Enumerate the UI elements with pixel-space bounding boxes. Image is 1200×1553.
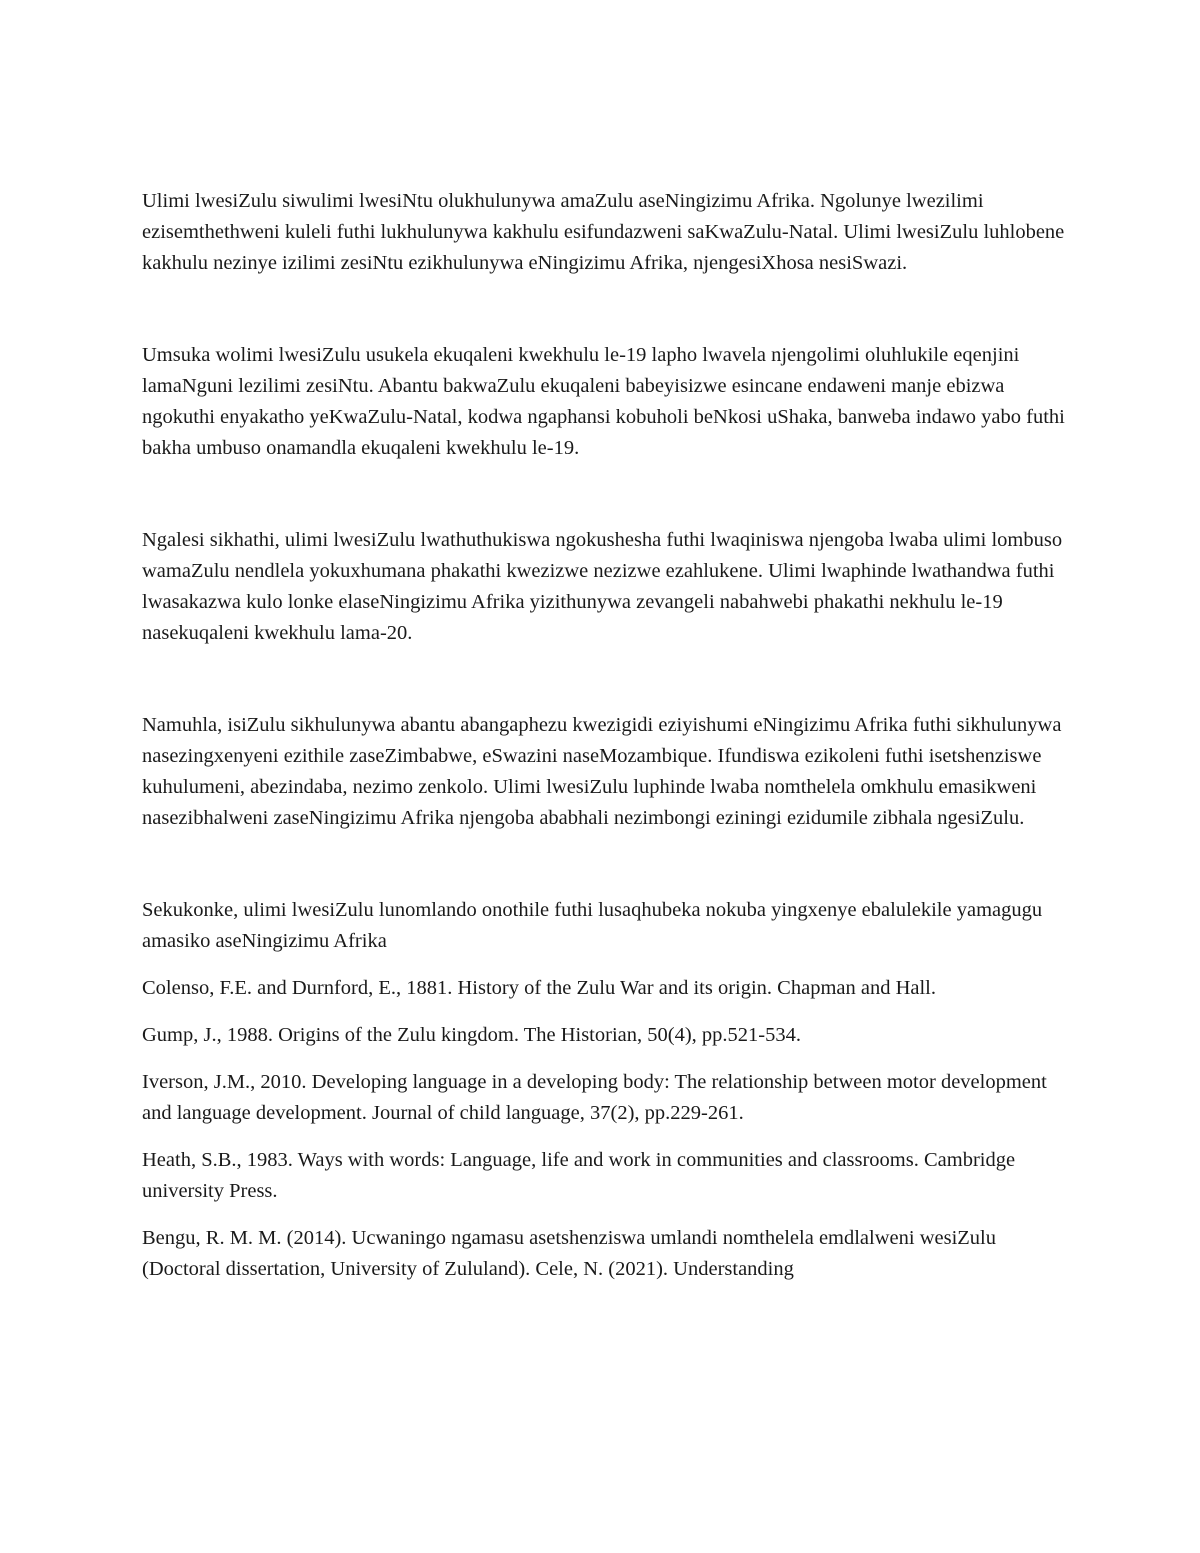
paragraph-conclusion: Sekukonke, ulimi lwesiZulu lunomlando onothile futhi lusaqhubeka nokuba yingxenye ebalulekile yamagugu amasiko aseNingizimu Afrika <box>142 899 1043 952</box>
paragraph-intro: Ulimi lwesiZulu siwulimi lwesiNtu olukhulunywa amaZulu aseNingizimu Afrika. Ngolunye lwezilimi ezisemthethweni kuleli futhi lukhulunywa kakhulu esifundazweni saKwaZulu-Natal. Ulimi lwesiZulu luhlobene kakhulu nezinye izilimi zesiNtu ezikhulunywa eNingizimu Afrika, njengesiXhosa nesiSwazi. <box>142 190 1065 274</box>
document-page <box>142 186 1072 1285</box>
paragraph-today: Namuhla, isiZulu sikhulunywa abantu abangaphezu kwezigidi eziyishumi eNingizimu Afrika futhi sikhulunywa nasezingxenyeni ezithile zaseZimbabwe, eSwazini naseMozambique. Ifundiswa ezikoleni futhi isetshenziswe kuhulumeni, abezindaba, nezimo zenkolo. Ulimi lwesiZulu luphinde lwaba nomthelela omkhulu emasikweni nasezibhalweni zaseNingizimu Afrika njengoba ababhali nezimbongi eziningi ezidumile zibhala ngesiZulu. <box>142 714 1062 829</box>
reference-item: Gump, J., 1988. Origins of the Zulu kingdom. The Historian, 50(4), pp.521-534. <box>142 1024 801 1046</box>
reference-item: Iverson, J.M., 2010. Developing language in a developing body: The relationship between motor development and language development. Journal of child language, 37(2), pp.229-261. <box>142 1071 1047 1124</box>
document-body <box>142 186 1072 957</box>
paragraph-development: Ngalesi sikhathi, ulimi lwesiZulu lwathuthukiswa ngokushesha futhi lwaqiniswa njengoba lwaba ulimi lombuso wamaZulu nendlela yokuxhumana phakathi kwezizwe nezizwe ezahlukene. Ulimi lwaphinde lwathandwa futhi lwasakazwa kulo lonke elaseNingizimu Afrika yizithunywa zevangeli nabahwebi phakathi nekhulu le-19 nasekuqaleni kwekhulu lama-20. <box>142 529 1063 644</box>
reference-item: Bengu, R. M. M. (2014). Ucwaningo ngamasu asetshenziswa umlandi nomthelela emdlalweni wesiZulu (Doctoral dissertation, University of Zululand). Cele, N. (2021). Understanding <box>142 1227 996 1280</box>
reference-list <box>142 973 1072 1285</box>
paragraph-origin: Umsuka wolimi lwesiZulu usukela ekuqaleni kwekhulu le-19 lapho lwavela njengolimi oluhlukile eqenjini lamaNguni lezilimi zesiNtu. Abantu bakwaZulu ekuqaleni babeyisizwe esincane endaweni manje ebizwa ngokuthi enyakatho yeKwaZulu-Natal, kodwa ngaphansi kobuholi beNkosi uShaka, banweba indawo yabo futhi bakha umbuso onamandla ekuqaleni kwekhulu le-19. <box>142 344 1065 459</box>
reference-item: Heath, S.B., 1983. Ways with words: Language, life and work in communities and classrooms. Cambridge university Press. <box>142 1149 1016 1202</box>
reference-item: Colenso, F.E. and Durnford, E., 1881. History of the Zulu War and its origin. Chapman and Hall. <box>142 977 937 999</box>
